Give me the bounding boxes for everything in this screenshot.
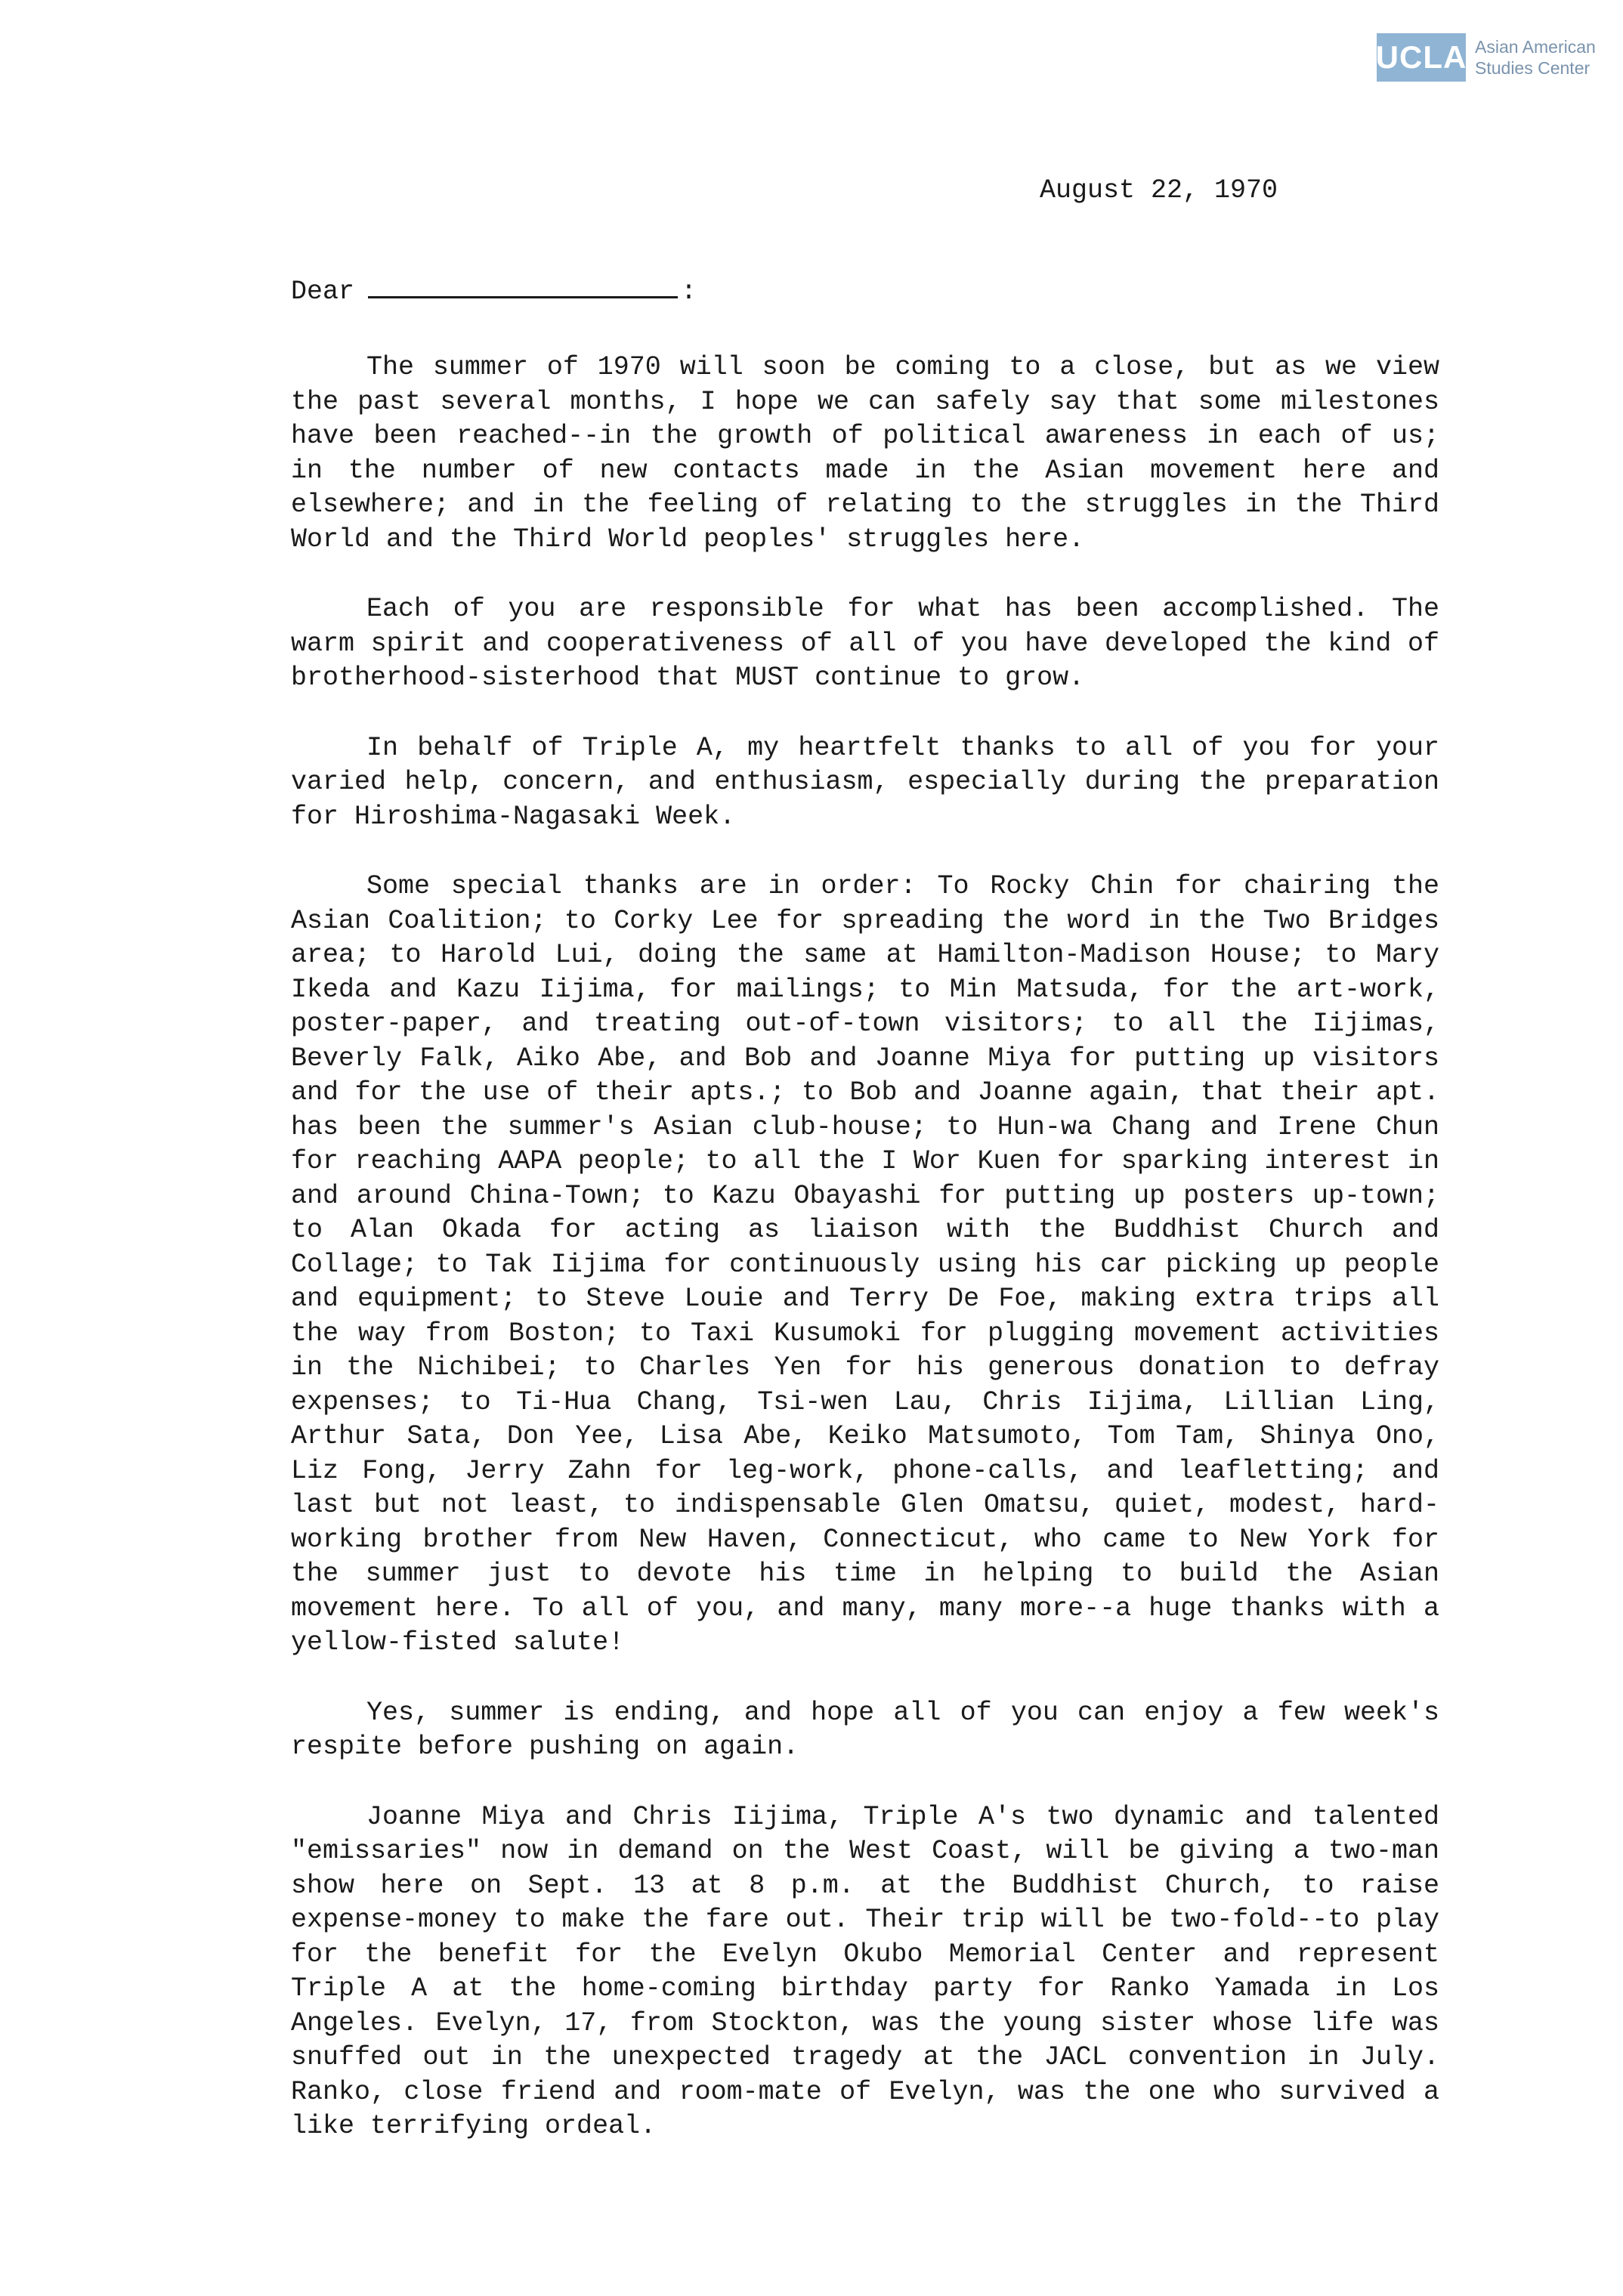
salutation-word: Dear — [291, 277, 355, 307]
salutation-colon: : — [681, 277, 697, 307]
letter-date: August 22, 1970 — [1040, 175, 1278, 205]
paragraph-3: In behalf of Triple A, my heartfelt thanks to all of you for your varied help, concern, and enthusiasm, especially during the preparation for Hiroshima-Nagasaki Week. — [291, 732, 1439, 832]
paragraph-4: Some special thanks are in order: To Rocky Chin for chairing the Asian Coalition; to Corky Lee for spreading the word in the Two Bridges area; to Harold Lui, doing the same at Hamilton-Madison House; to Mary Ikeda and Kazu Iijima, for mailings; to Min Matsuda, for the art-work, poster-paper, and treating out-of-town visitors; to all the Iijimas, Beverly Falk, Aiko Abe, and Bob and Joanne Miya for putting up visitors and for the use of their apts.; to Bob and Joanne again, that their apt. has been the summer's Asian club-house; to Hun-wa Chang and Irene Chun for reaching AAPA people; to all the I Wor Kuen for sparking interest in and around China-Town; to Kazu Obayashi for putting up posters up-town; to Alan Okada for acting as liaison with the Buddhist Church and Collage; to Tak Iijima for continuously using his car picking up people and equipment; to Steve Louie and Terry De Foe, making extra trips all the way from Boston; to Taxi Kusumoki for plugging movement activities in the Nichibei; to Charles Yen for his generous donation to defray expenses; to Ti-Hua Chang, Tsi-wen Lau, Chris Iijima, Lillian Ling, Arthur Sata, Don Yee, Lisa Abe, Keiko Matsumoto, Tom Tam, Shinya Ono, Liz Fong, Jerry Zahn for leg-work, phone-calls, and leafletting; and last but not least, to indispensable Glen Omatsu, quiet, modest, hard-working brother from New Haven, Connecticut, who came to New York for the summer just to devote his time in helping to build the Asian movement here. To all of you, and many, many more--a huge thanks with a yellow-fisted salute! — [291, 871, 1439, 1658]
paragraph-5: Yes, summer is ending, and hope all of you can enjoy a few week's respite before pushing on again. — [291, 1697, 1439, 1762]
letter-body — [291, 351, 1439, 2180]
paragraph-2: Each of you are responsible for what has been accomplished. The warm spirit and cooperativeness of all of you have developed the kind of brotherhood-sisterhood that MUST continue to grow. — [291, 594, 1439, 693]
ucla-logo-mark: UCLA — [1377, 33, 1466, 82]
logo-caption — [1475, 36, 1596, 79]
recipient-blank-line — [368, 277, 678, 298]
logo-caption-line-2: Studies Center — [1475, 58, 1591, 78]
ucla-aasc-logo — [1377, 33, 1596, 82]
paragraph-1: The summer of 1970 will soon be coming to a close, but as we view the past several months, I hope we can safely say that some milestones have been reached--in the growth of political awareness in each of us; in the number of new contacts made in the Asian movement here and elsewhere; and in the feeling of relating to the struggles in the Third World and the Third World peoples' struggles here. — [291, 352, 1439, 555]
logo-caption-line-1: Asian American — [1475, 37, 1596, 57]
salutation — [291, 277, 697, 307]
paragraph-6: Joanne Miya and Chris Iijima, Triple A's two dynamic and talented "emissaries" now in demand on the West Coast, will be giving a two-man show here on Sept. 13 at 8 p.m. at the Buddhist Church, to raise expense-money to make the fare out. Their trip will be two-fold--to play for the benefit for the Evelyn Okubo Memorial Center and represent Triple A at the home-coming birthday party for Ranko Yamada in Los Angeles. Evelyn, 17, from Stockton, was the young sister whose life was snuffed out in the unexpected tragedy at the JACL convention in July. Ranko, close friend and room-mate of Evelyn, was the one who survived a like terrifying ordeal. — [291, 1801, 1439, 2141]
